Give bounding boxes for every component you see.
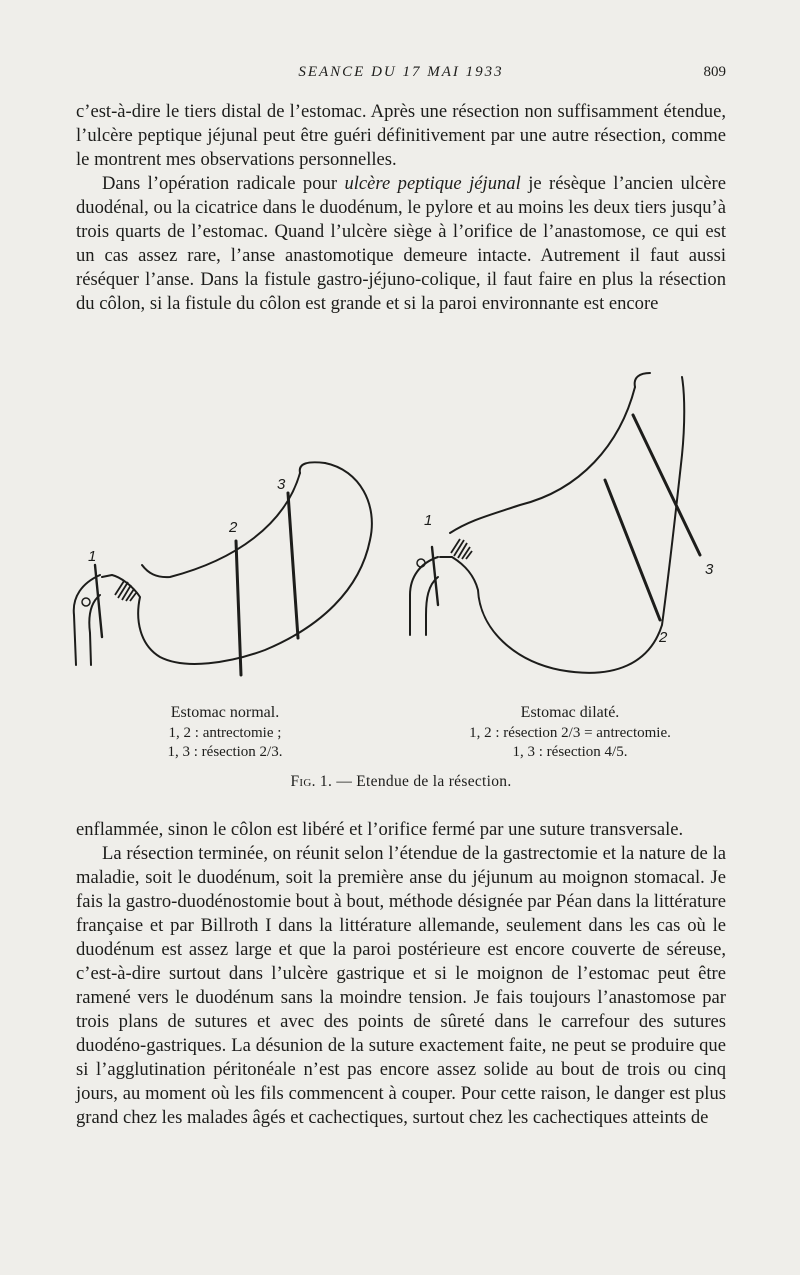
figure-caption-text: — Etendue de la résection. (332, 773, 512, 790)
normal-stomach-fundus (300, 462, 325, 473)
label-left-3: 3 (277, 476, 286, 493)
subcaption-line: 1, 3 : résection 2/3. (167, 744, 283, 760)
paragraph-text: Dans l’opération radicale pour (102, 173, 345, 194)
figure-caption (76, 773, 726, 791)
pylorus-circle (82, 598, 90, 606)
subcaption-title: Estomac normal. (170, 704, 280, 721)
label-right-1: 1 (424, 512, 433, 529)
paragraph-text: je résèque l’ancien ulcère duodénal, ou la cicatrice dans le duodénum, le pylore et au moins les deux tiers jusqu’à trois quarts de l’estomac. Quand l’ulcère siège à l’orifice de l’anastomose, ce qui est un cas assez rare, l’anse anastomotique demeure intacte. Autrement il faut aussi réséquer l’anse. Dans la fistule gastro-jéjuno-colique, il faut faire en plus la résection du côlon, si la fistule du côlon est grande et si la paroi environnante est encore (76, 173, 726, 314)
dilated-resection-line-2 (605, 480, 660, 620)
dilated-stomach-lesser-curve (450, 387, 635, 533)
subcaption-line: 1, 2 : résection 2/3 = antrectomie. (469, 725, 671, 741)
dilated-stomach-esophagus (635, 373, 650, 387)
label-left-2: 2 (229, 519, 238, 536)
text-block-top (76, 100, 726, 316)
subcaption-line: 1, 2 : antrectomie ; (168, 725, 282, 741)
paragraph: c’est-à-dire le tiers distal de l’estomac. Après une résection non suffisamment étendue, l’ulcère peptique jéjunal peut être guéri définitivement par une autre résection, comme le montrent mes observations personnelles. (76, 101, 726, 170)
label-right-3: 3 (705, 561, 714, 578)
paragraph (76, 172, 726, 316)
italic-term: ulcère peptique jéjunal (344, 173, 521, 194)
dilated-resection-line-3 (633, 415, 700, 555)
dilated-stomach-outline (440, 377, 684, 673)
page-header (76, 60, 726, 88)
subcaption-line: 1, 3 : résection 4/5. (512, 744, 628, 760)
running-title: SEANCE DU 17 MAI 1933 (298, 64, 504, 80)
ulcer-icon-left (115, 581, 136, 601)
label-left-1: 1 (88, 548, 97, 565)
figure-subcaption-right (425, 703, 715, 762)
paragraph: La résection terminée, on réunit selon l’étendue de la gastrectomie et la nature de la maladie, soit le duodénum, soit la première anse du jéjunum au moignon stomacal. Je fais la gastro-duodénostomie bout à bout, méthode désignée par Péan dans la littérature française et par Billroth I dans la littérature allemande, seulement dans les cas où le duodénum est assez large et que la paroi postérieure est encore couverte de séreuse, c’est-à-dire surtout dans l’ulcère gastrique et si le moignon de l’estomac peut être ramené vers le duodénum sans la moindre tension. Je fais toujours l’anastomose par trois plans de sutures et avec des points de sûreté dans le carrefour des sutures duodéno-gastriques. La désunion de la suture exactement faite, ne peut se produire que si l’agglutination péritonéale n’est pas encore assez solide au bout de trois ou cinq jours, au moment où les fils commencent à couper. Pour cette raison, le danger est plus grand chez les malades âgés et cachectiques, surtout chez les cachectiques atteints de (76, 843, 726, 1128)
dilated-resection-line-1 (432, 547, 438, 605)
figure-number: Fig. 1. (290, 773, 333, 790)
resection-line-3 (288, 493, 298, 638)
duodenum-outline (74, 575, 100, 665)
ulcer-icon-right (451, 539, 472, 559)
text-block-bottom (76, 818, 726, 1130)
stomach-diagram-svg (60, 365, 760, 700)
paragraph: enflammée, sinon le côlon est libéré et l’orifice fermé par une suture transversale. (76, 819, 684, 840)
subcaption-title: Estomac dilaté. (520, 704, 620, 721)
resection-line-2 (236, 541, 241, 675)
label-right-2: 2 (659, 629, 668, 646)
figure-subcaption-left (100, 703, 350, 762)
page-number: 809 (703, 64, 726, 80)
figure-stomach-diagrams (60, 365, 760, 700)
